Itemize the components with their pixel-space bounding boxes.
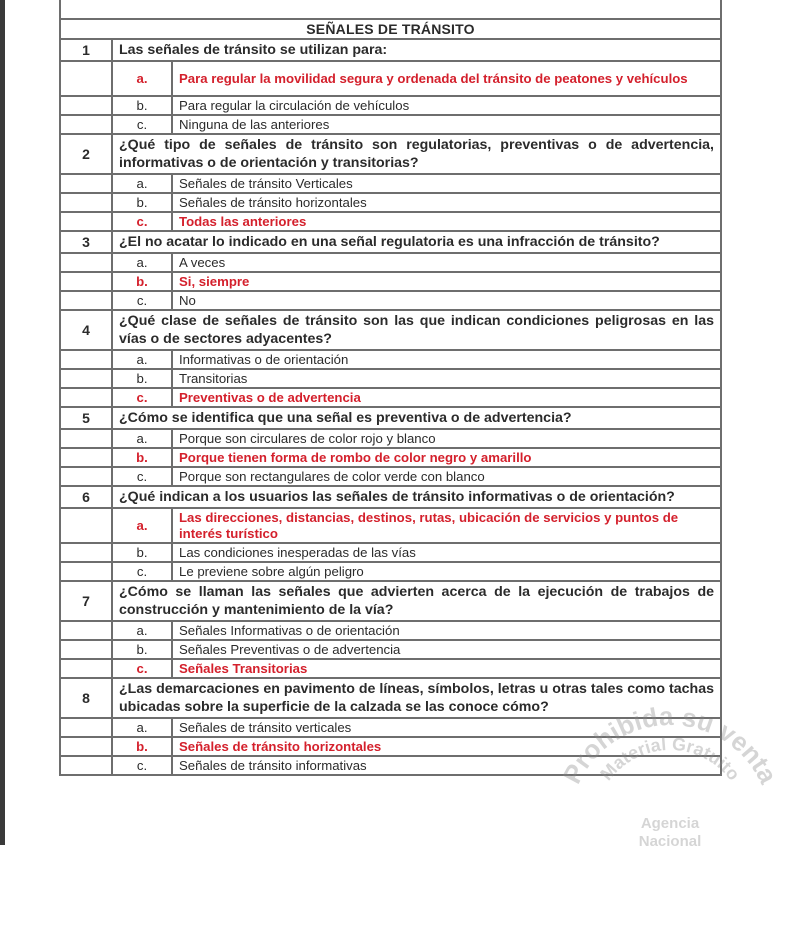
answer-option [60,193,721,212]
option-text: Señales de tránsito Verticales [172,174,721,193]
question-number: 4 [60,310,112,350]
option-text: Señales Preventivas o de advertencia [172,640,721,659]
answer-option [60,621,721,640]
option-text: Señales de tránsito verticales [172,718,721,737]
option-letter: a. [112,508,172,543]
answer-option-correct [60,61,721,96]
spacer-cell [60,640,112,659]
spacer-cell [60,253,112,272]
option-letter: c. [112,388,172,407]
question-row [60,134,721,174]
question-text: ¿Cómo se llaman las señales que advierten acerca de la ejecución de trabajos de construcción y mantenimiento de la vía? [112,581,721,621]
option-letter: a. [112,350,172,369]
question-text: ¿Qué tipo de señales de tránsito son regulatorias, preventivas o de advertencia, informativas o de orientación y transitorias? [112,134,721,174]
watermark-outer-text: Prohibida su venta [556,700,784,789]
blank-row [60,0,721,19]
question-text: ¿El no acatar lo indicado en una señal regulatoria es una infracción de tránsito? [112,231,721,253]
answer-option [60,291,721,310]
answer-option [60,562,721,581]
spacer-cell [60,212,112,231]
spacer-cell [60,291,112,310]
spacer-cell [60,350,112,369]
option-letter: a. [112,253,172,272]
option-text: Preventivas o de advertencia [172,388,721,407]
option-letter: a. [112,61,172,96]
spacer-cell [60,272,112,291]
question-row [60,678,721,718]
spacer-cell [60,659,112,678]
option-text: Le previene sobre algún peligro [172,562,721,581]
question-row [60,486,721,508]
spacer-cell [60,115,112,134]
option-letter: a. [112,429,172,448]
answer-option-correct [60,508,721,543]
option-text: Informativas o de orientación [172,350,721,369]
spacer-cell [60,388,112,407]
option-text: Transitorias [172,369,721,388]
option-letter: c. [112,756,172,775]
answer-option [60,756,721,775]
answer-option [60,429,721,448]
question-number: 8 [60,678,112,718]
answer-option [60,543,721,562]
option-letter: b. [112,543,172,562]
option-letter: b. [112,272,172,291]
question-number: 7 [60,581,112,621]
spacer-cell [60,467,112,486]
question-number: 1 [60,39,112,61]
watermark-inner-text: Material Gratuito [596,733,744,785]
question-text: ¿Cómo se identifica que una señal es preventiva o de advertencia? [112,407,721,429]
answer-option [60,467,721,486]
option-text: Señales de tránsito informativas [172,756,721,775]
option-letter: c. [112,291,172,310]
option-letter: b. [112,369,172,388]
answer-option [60,718,721,737]
option-text: No [172,291,721,310]
question-text: ¿Qué indican a los usuarios las señales de tránsito informativas o de orientación? [112,486,721,508]
option-text: Señales de tránsito horizontales [172,193,721,212]
option-letter: b. [112,737,172,756]
answer-option [60,96,721,115]
option-text: Ninguna de las anteriores [172,115,721,134]
option-letter: b. [112,448,172,467]
spacer-cell [60,737,112,756]
watermark-center-line1: Agencia [640,815,700,832]
option-text: A veces [172,253,721,272]
option-text: Las direcciones, distancias, destinos, rutas, ubicación de servicios y puntos de interés turístico [172,508,721,543]
spacer-cell [60,369,112,388]
question-row [60,231,721,253]
question-text: Las señales de tránsito se utilizan para: [112,39,721,61]
option-letter: c. [112,659,172,678]
option-text: Señales de tránsito horizontales [172,737,721,756]
option-letter: c. [112,562,172,581]
option-letter: b. [112,96,172,115]
answer-option-correct [60,737,721,756]
answer-option [60,253,721,272]
answer-option [60,369,721,388]
question-number: 5 [60,407,112,429]
viewer-edge [0,0,5,845]
spacer-cell [60,429,112,448]
answer-option [60,174,721,193]
option-text: Para regular la circulación de vehículos [172,96,721,115]
answer-option [60,350,721,369]
question-text: ¿Las demarcaciones en pavimento de líneas, símbolos, letras u otras tales como tachas ubicadas sobre la superficie de la calzada se las conoce cómo? [112,678,721,718]
watermark-center-line2: Nacional [638,833,702,850]
title-row [60,19,721,39]
section-title: SEÑALES DE TRÁNSITO [60,19,721,39]
option-text: Todas las anteriores [172,212,721,231]
answer-option-correct [60,212,721,231]
option-text: Las condiciones inesperadas de las vías [172,543,721,562]
option-letter: b. [112,640,172,659]
answer-option-correct [60,388,721,407]
blank-cell [60,0,721,19]
answer-option-correct [60,659,721,678]
answer-option-correct [60,272,721,291]
answer-option-correct [60,448,721,467]
spacer-cell [60,562,112,581]
option-letter: a. [112,174,172,193]
question-number: 6 [60,486,112,508]
option-letter: a. [112,718,172,737]
question-number: 3 [60,231,112,253]
question-number: 2 [60,134,112,174]
question-text: ¿Qué clase de señales de tránsito son las que indican condiciones peligrosas en las vías o de sectores adyacentes? [112,310,721,350]
question-row [60,407,721,429]
spacer-cell [60,756,112,775]
option-letter: a. [112,621,172,640]
spacer-cell [60,193,112,212]
spacer-cell [60,543,112,562]
option-text: Porque son circulares de color rojo y blanco [172,429,721,448]
option-letter: c. [112,467,172,486]
question-row [60,39,721,61]
question-row [60,581,721,621]
option-text: Señales Informativas o de orientación [172,621,721,640]
answer-option [60,115,721,134]
spacer-cell [60,508,112,543]
spacer-cell [60,718,112,737]
option-text: Señales Transitorias [172,659,721,678]
answer-option [60,640,721,659]
question-row [60,310,721,350]
spacer-cell [60,448,112,467]
option-text: Porque tienen forma de rombo de color negro y amarillo [172,448,721,467]
option-text: Porque son rectangulares de color verde con blanco [172,467,721,486]
spacer-cell [60,621,112,640]
option-text: Si, siempre [172,272,721,291]
quiz-table [59,0,722,776]
option-text: Para regular la movilidad segura y ordenada del tránsito de peatones y vehículos [172,61,721,96]
spacer-cell [60,174,112,193]
option-letter: c. [112,212,172,231]
option-letter: b. [112,193,172,212]
option-letter: c. [112,115,172,134]
spacer-cell [60,96,112,115]
spacer-cell [60,61,112,96]
